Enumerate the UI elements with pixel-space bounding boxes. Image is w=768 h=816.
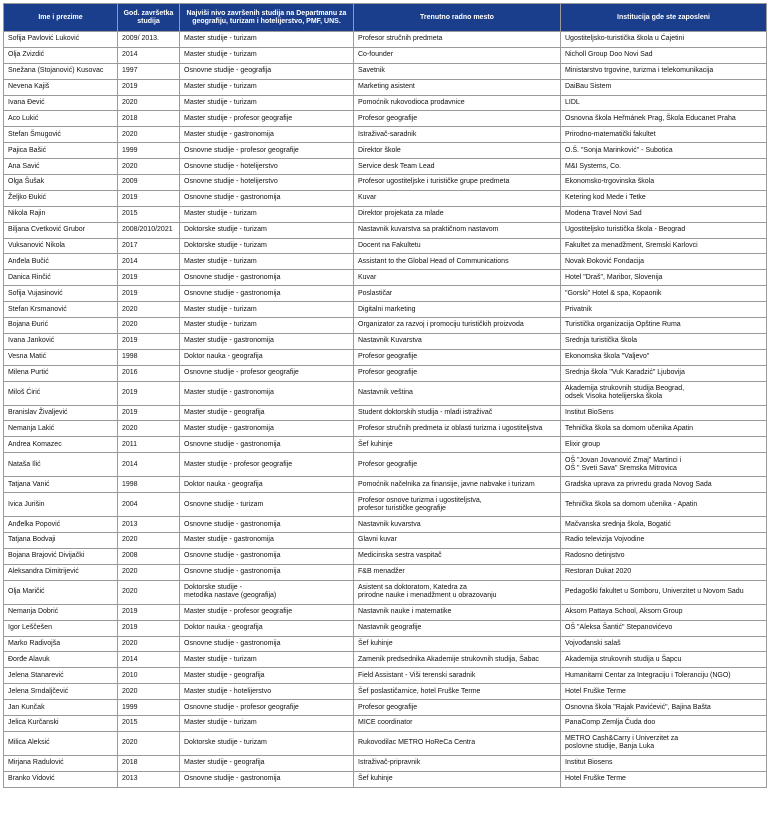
cell-level: Master studije - geografija: [180, 755, 354, 771]
cell-position: Nastavnik veština: [354, 381, 561, 405]
table-row: [4, 636, 767, 652]
cell-position: Šef kuhinje: [354, 636, 561, 652]
cell-level: Master studije - turizam: [180, 652, 354, 668]
cell-name: Olga Šušak: [4, 175, 118, 191]
cell-year: 2020: [118, 302, 180, 318]
table-row: [4, 517, 767, 533]
table-row: [4, 652, 767, 668]
cell-year: 2014: [118, 652, 180, 668]
cell-level: Master studije - profesor geografije: [180, 111, 354, 127]
alumni-table: [3, 3, 767, 788]
cell-name: Danica Rinčić: [4, 270, 118, 286]
cell-level: Master studije - geografija: [180, 405, 354, 421]
cell-name: Miloš Ćirić: [4, 381, 118, 405]
cell-level: Master studije - profesor geografije: [180, 453, 354, 477]
cell-position: Profesor ugostiteljske i turističke grupe predmeta: [354, 175, 561, 191]
cell-level: Doktor nauka - geografija: [180, 349, 354, 365]
cell-institution: OŠ "Jovan Jovanović Zmaj" Martinci i OŠ " Sveti Sava" Sremska Mitrovica: [561, 453, 767, 477]
cell-level: Master studije - turizam: [180, 302, 354, 318]
cell-level: Osnovne studije - gastronomija: [180, 636, 354, 652]
cell-institution: Elixir group: [561, 437, 767, 453]
cell-position: Profesor geografije: [354, 453, 561, 477]
cell-institution: "Gorski" Hotel & spa, Kopaonik: [561, 286, 767, 302]
cell-institution: Srednja turistička škola: [561, 333, 767, 349]
cell-name: Pajica Bašić: [4, 143, 118, 159]
cell-level: Master studije - turizam: [180, 32, 354, 48]
cell-year: 2010: [118, 668, 180, 684]
cell-name: Sofija Pavlović Luković: [4, 32, 118, 48]
cell-name: Andrea Komazec: [4, 437, 118, 453]
cell-position: Profesor stručnih predmeta iz oblasti turizma i ugostiteljstva: [354, 421, 561, 437]
cell-position: Nastavnik kuvarstva sa praktičnom nastavom: [354, 222, 561, 238]
cell-institution: Radio televizija Vojvodine: [561, 533, 767, 549]
cell-level: Master studije - gastronomija: [180, 127, 354, 143]
cell-institution: Prirodno-matematički fakultet: [561, 127, 767, 143]
cell-level: Osnovne studije - gastronomija: [180, 771, 354, 787]
cell-name: Aco Lukić: [4, 111, 118, 127]
cell-year: 2019: [118, 270, 180, 286]
cell-year: 2020: [118, 684, 180, 700]
cell-year: 2009/ 2013.: [118, 32, 180, 48]
cell-position: Service desk Team Lead: [354, 159, 561, 175]
table-row: [4, 95, 767, 111]
cell-position: Nastavnik geografije: [354, 620, 561, 636]
cell-year: 2020: [118, 636, 180, 652]
header-position: Trenutno radno mesto: [354, 4, 561, 32]
cell-institution: Osnovna škola Heřmánek Prag, Škola Educanet Praha: [561, 111, 767, 127]
cell-institution: OŠ "Aleksa Šantić" Stepanovićevo: [561, 620, 767, 636]
table-row: [4, 302, 767, 318]
cell-position: Organizator za razvoj i promociju turističkih proizvoda: [354, 318, 561, 334]
table-body: [4, 32, 767, 788]
table-row: [4, 365, 767, 381]
cell-level: Osnovne studije - geografija: [180, 63, 354, 79]
cell-year: 1997: [118, 63, 180, 79]
cell-position: Profesor osnove turizma i ugostiteljstva, profesor turističke geografije: [354, 493, 561, 517]
cell-year: 2020: [118, 533, 180, 549]
table-row: [4, 349, 767, 365]
cell-year: 2019: [118, 286, 180, 302]
cell-name: Ivana Đević: [4, 95, 118, 111]
cell-year: 2018: [118, 755, 180, 771]
table-row: [4, 111, 767, 127]
cell-level: Osnovne studije - gastronomija: [180, 517, 354, 533]
table-row: [4, 79, 767, 95]
cell-year: 2020: [118, 564, 180, 580]
cell-level: Osnovne studije - profesor geografije: [180, 365, 354, 381]
cell-year: 2020: [118, 95, 180, 111]
cell-year: 2016: [118, 365, 180, 381]
cell-name: Nemanja Dobrić: [4, 604, 118, 620]
cell-position: Field Assistant - Viši terenski saradnik: [354, 668, 561, 684]
cell-position: Nastavnik kuvarstva: [354, 517, 561, 533]
table-row: [4, 175, 767, 191]
cell-name: Marko Radivojša: [4, 636, 118, 652]
cell-position: Rukovodilac METRO HoReCa Centra: [354, 731, 561, 755]
cell-institution: Turistička organizacija Opštine Ruma: [561, 318, 767, 334]
table-row: [4, 477, 767, 493]
cell-institution: Ekonomska škola "Valjevo": [561, 349, 767, 365]
table-row: [4, 333, 767, 349]
header-level: Najviši nivo završenih studija na Departmanu za geografiju, turizam i hotelijerstvo, PMF, UNS.: [180, 4, 354, 32]
table-row: [4, 580, 767, 604]
cell-name: Olja Maričić: [4, 580, 118, 604]
cell-position: Student doktorskih studija - mladi istraživač: [354, 405, 561, 421]
cell-position: Šef kuhinje: [354, 437, 561, 453]
cell-level: Osnovne studije - gastronomija: [180, 564, 354, 580]
cell-year: 2020: [118, 731, 180, 755]
cell-name: Jelena Srndaljčević: [4, 684, 118, 700]
cell-level: Osnovne studije - profesor geografije: [180, 143, 354, 159]
table-row: [4, 684, 767, 700]
cell-name: Igor Leščešen: [4, 620, 118, 636]
table-row: [4, 254, 767, 270]
cell-institution: Restoran Dukat 2020: [561, 564, 767, 580]
table-row: [4, 270, 767, 286]
cell-institution: Nicholl Group Doo Novi Sad: [561, 47, 767, 63]
cell-name: Ana Savić: [4, 159, 118, 175]
cell-level: Master studije - turizam: [180, 254, 354, 270]
table-row: [4, 620, 767, 636]
cell-year: 2019: [118, 333, 180, 349]
cell-institution: O.Š. "Sonja Marinković" - Subotica: [561, 143, 767, 159]
cell-position: Asistent sa doktoratom, Katedra za prirodne nauke i menadžment u obrazovanju: [354, 580, 561, 604]
cell-level: Osnovne studije - gastronomija: [180, 270, 354, 286]
cell-name: Sofija Vujasinović: [4, 286, 118, 302]
cell-institution: Vojvođanski salaš: [561, 636, 767, 652]
table-row: [4, 286, 767, 302]
cell-position: Pomoćnik rukovodioca prodavnice: [354, 95, 561, 111]
cell-year: 2019: [118, 381, 180, 405]
cell-position: Šef poslastičarnice, hotel Fruške Terme: [354, 684, 561, 700]
cell-position: Profesor geografije: [354, 700, 561, 716]
cell-institution: LIDL: [561, 95, 767, 111]
cell-year: 2015: [118, 206, 180, 222]
cell-year: 2019: [118, 620, 180, 636]
cell-level: Master studije - gastronomija: [180, 333, 354, 349]
cell-year: 2019: [118, 405, 180, 421]
cell-institution: Radosno detinjstvo: [561, 548, 767, 564]
cell-level: Master studije - turizam: [180, 95, 354, 111]
cell-institution: Fakultet za menadžment, Sremski Karlovci: [561, 238, 767, 254]
cell-position: Istraživač-saradnik: [354, 127, 561, 143]
cell-year: 2018: [118, 111, 180, 127]
cell-year: 2004: [118, 493, 180, 517]
cell-year: 2020: [118, 318, 180, 334]
cell-name: Aleksandra Dimitrijević: [4, 564, 118, 580]
cell-level: Doktor nauka - geografija: [180, 620, 354, 636]
table-row: [4, 548, 767, 564]
cell-institution: Tehnička škola sa domom učenika Apatin: [561, 421, 767, 437]
cell-institution: Gradska uprava za privredu grada Novog Sada: [561, 477, 767, 493]
cell-year: 2020: [118, 421, 180, 437]
header-year: God. završetka studija: [118, 4, 180, 32]
cell-level: Master studije - turizam: [180, 79, 354, 95]
cell-institution: Osnovna škola "Rajak Pavićević", Bajina Bašta: [561, 700, 767, 716]
cell-name: Snežana (Stojanović) Kusovac: [4, 63, 118, 79]
cell-name: Jan Kunčak: [4, 700, 118, 716]
cell-year: 2013: [118, 517, 180, 533]
cell-name: Milica Aleksić: [4, 731, 118, 755]
cell-institution: Privatnik: [561, 302, 767, 318]
cell-year: 2017: [118, 238, 180, 254]
cell-position: Marketing asistent: [354, 79, 561, 95]
cell-name: Anđelka Popović: [4, 517, 118, 533]
cell-position: Istraživač-pripravnik: [354, 755, 561, 771]
cell-year: 2014: [118, 254, 180, 270]
cell-institution: Modena Travel Novi Sad: [561, 206, 767, 222]
cell-year: 2014: [118, 47, 180, 63]
header-name: Ime i prezime: [4, 4, 118, 32]
cell-year: 2009: [118, 175, 180, 191]
table-row: [4, 731, 767, 755]
cell-level: Doktorske studije - turizam: [180, 238, 354, 254]
cell-level: Master studije - gastronomija: [180, 381, 354, 405]
cell-institution: Pedagoški fakultet u Somboru, Univerzitet u Novom Sadu: [561, 580, 767, 604]
cell-level: Osnovne studije - turizam: [180, 493, 354, 517]
cell-name: Milena Purtić: [4, 365, 118, 381]
cell-institution: Hotel Fruške Terme: [561, 771, 767, 787]
cell-name: Bojana Brajović Divijački: [4, 548, 118, 564]
cell-name: Bojana Đurić: [4, 318, 118, 334]
table-row: [4, 159, 767, 175]
table-row: [4, 238, 767, 254]
cell-name: Branislav Živaljević: [4, 405, 118, 421]
cell-year: 2020: [118, 580, 180, 604]
cell-position: Medicinska sestra vaspitač: [354, 548, 561, 564]
cell-year: 2013: [118, 771, 180, 787]
cell-position: Zamenik predsednika Akademije strukovnih studija, Šabac: [354, 652, 561, 668]
table-row: [4, 63, 767, 79]
header-institution: Institucija gde ste zaposleni: [561, 4, 767, 32]
cell-name: Ivana Janković: [4, 333, 118, 349]
cell-institution: Hotel Fruške Terme: [561, 684, 767, 700]
cell-position: Kuvar: [354, 190, 561, 206]
cell-institution: Ugostiteljsko-turistička škola u Ćajetini: [561, 32, 767, 48]
table-row: [4, 405, 767, 421]
table-row: [4, 715, 767, 731]
cell-position: Profesor geografije: [354, 349, 561, 365]
cell-level: Master studije - hotelijerstvo: [180, 684, 354, 700]
table-row: [4, 453, 767, 477]
cell-position: Kuvar: [354, 270, 561, 286]
cell-institution: Aksorn Pattaya School, Aksorn Group: [561, 604, 767, 620]
cell-position: Assistant to the Global Head of Communications: [354, 254, 561, 270]
cell-institution: Hotel "Draš", Maribor, Slovenija: [561, 270, 767, 286]
cell-name: Anđela Bučić: [4, 254, 118, 270]
cell-position: F&B menadžer: [354, 564, 561, 580]
cell-institution: Ministarstvo trgovine, turizma i telekomunikacija: [561, 63, 767, 79]
cell-position: MICE coordinator: [354, 715, 561, 731]
cell-year: 2019: [118, 190, 180, 206]
cell-level: Doktorske studije - turizam: [180, 222, 354, 238]
table-row: [4, 222, 767, 238]
cell-year: 2020: [118, 127, 180, 143]
table-row: [4, 190, 767, 206]
cell-level: Osnovne studije - profesor geografije: [180, 700, 354, 716]
cell-level: Master studije - geografija: [180, 668, 354, 684]
cell-level: Osnovne studije - gastronomija: [180, 548, 354, 564]
cell-level: Master studije - turizam: [180, 715, 354, 731]
table-row: [4, 143, 767, 159]
cell-level: Doktorske studije - turizam: [180, 731, 354, 755]
cell-year: 2011: [118, 437, 180, 453]
cell-year: 2008/2010/2021: [118, 222, 180, 238]
cell-name: Mirjana Radulović: [4, 755, 118, 771]
cell-position: Glavni kuvar: [354, 533, 561, 549]
cell-position: Direktor škole: [354, 143, 561, 159]
cell-name: Nevena Kajiš: [4, 79, 118, 95]
cell-institution: Ugostiteljsko turistička škola - Beograd: [561, 222, 767, 238]
cell-year: 2019: [118, 604, 180, 620]
cell-name: Ivica Jurišin: [4, 493, 118, 517]
cell-level: Master studije - turizam: [180, 318, 354, 334]
table-row: [4, 47, 767, 63]
cell-name: Tatjana Vanić: [4, 477, 118, 493]
cell-year: 1998: [118, 477, 180, 493]
cell-institution: PanaComp Zemlja Čuda doo: [561, 715, 767, 731]
cell-name: Biljana Cvetković Grubor: [4, 222, 118, 238]
cell-level: Osnovne studije - hotelijerstvo: [180, 159, 354, 175]
cell-level: Doktorske studije - metodika nastave (geografija): [180, 580, 354, 604]
cell-position: Docent na Fakultetu: [354, 238, 561, 254]
cell-institution: Novak Đoković Fondacija: [561, 254, 767, 270]
cell-institution: M&I Systems, Co.: [561, 159, 767, 175]
cell-year: 1998: [118, 349, 180, 365]
table-row: [4, 32, 767, 48]
cell-institution: Srednja škola "Vuk Karadzić" Ljubovija: [561, 365, 767, 381]
cell-position: Nastavnik Kuvarstva: [354, 333, 561, 349]
cell-year: 2014: [118, 453, 180, 477]
cell-name: Đorđe Alavuk: [4, 652, 118, 668]
cell-name: Jelena Stanarević: [4, 668, 118, 684]
table-row: [4, 437, 767, 453]
cell-name: Nataša Ilić: [4, 453, 118, 477]
cell-institution: Akademija strukovnih studija u Šapcu: [561, 652, 767, 668]
cell-name: Vesna Matić: [4, 349, 118, 365]
cell-position: Direktor projekata za mlade: [354, 206, 561, 222]
cell-level: Doktor nauka - geografija: [180, 477, 354, 493]
cell-name: Olja Zvizdić: [4, 47, 118, 63]
cell-level: Master studije - gastronomija: [180, 533, 354, 549]
cell-level: Osnovne studije - gastronomija: [180, 190, 354, 206]
cell-year: 2008: [118, 548, 180, 564]
cell-position: Profesor geografije: [354, 365, 561, 381]
cell-name: Nikola Rajin: [4, 206, 118, 222]
cell-position: Pomoćnik načelnika za finansije, javne nabvake i turizam: [354, 477, 561, 493]
cell-institution: Institut BioSens: [561, 405, 767, 421]
cell-institution: DaiBau Sistem: [561, 79, 767, 95]
table-row: [4, 755, 767, 771]
table-row: [4, 604, 767, 620]
table-row: [4, 493, 767, 517]
cell-institution: METRO Cash&Carry i Univerzitet za poslovne studije, Banja Luka: [561, 731, 767, 755]
cell-institution: Institut Biosens: [561, 755, 767, 771]
cell-level: Osnovne studije - gastronomija: [180, 437, 354, 453]
cell-name: Stefan Krsmanović: [4, 302, 118, 318]
cell-level: Osnovne studije - gastronomija: [180, 286, 354, 302]
table-row: [4, 381, 767, 405]
cell-year: 2020: [118, 159, 180, 175]
table-row: [4, 318, 767, 334]
table-row: [4, 127, 767, 143]
cell-name: Vuksanović Nikola: [4, 238, 118, 254]
table-row: [4, 533, 767, 549]
cell-name: Tatjana Bodvaji: [4, 533, 118, 549]
cell-year: 1999: [118, 700, 180, 716]
cell-name: Stefan Šmugović: [4, 127, 118, 143]
cell-institution: Akademija strukovnih studija Beograd, odsek Visoka hotelijerska škola: [561, 381, 767, 405]
table-row: [4, 668, 767, 684]
cell-name: Branko Vidović: [4, 771, 118, 787]
table-row: [4, 564, 767, 580]
cell-year: 1999: [118, 143, 180, 159]
cell-level: Master studije - turizam: [180, 47, 354, 63]
cell-institution: Mačvanska srednja škola, Bogatić: [561, 517, 767, 533]
cell-year: 2019: [118, 79, 180, 95]
table-row: [4, 421, 767, 437]
cell-name: Željko Đukić: [4, 190, 118, 206]
cell-position: Savetnik: [354, 63, 561, 79]
cell-institution: Ekonomsko-trgovinska škola: [561, 175, 767, 191]
cell-level: Master studije - profesor geografije: [180, 604, 354, 620]
cell-position: Co-founder: [354, 47, 561, 63]
cell-position: Profesor stručnih predmeta: [354, 32, 561, 48]
cell-position: Šef kuhinje: [354, 771, 561, 787]
cell-level: Osnovne studije - hotelijerstvo: [180, 175, 354, 191]
cell-year: 2015: [118, 715, 180, 731]
cell-level: Master studije - gastronomija: [180, 421, 354, 437]
cell-position: Poslastičar: [354, 286, 561, 302]
cell-level: Master studije - turizam: [180, 206, 354, 222]
cell-position: Profesor geografije: [354, 111, 561, 127]
cell-name: Jelica Kurčanski: [4, 715, 118, 731]
cell-position: Digitalni marketing: [354, 302, 561, 318]
cell-name: Nemanja Lakić: [4, 421, 118, 437]
header-row: [4, 4, 767, 32]
table-row: [4, 700, 767, 716]
table-row: [4, 771, 767, 787]
cell-institution: Tehnička škola sa domom učenika - Apatin: [561, 493, 767, 517]
cell-institution: Humanitarni Centar za Integraciju i Toleranciju (NGO): [561, 668, 767, 684]
cell-position: Nastavnik nauke i matematike: [354, 604, 561, 620]
table-row: [4, 206, 767, 222]
cell-institution: Ketering kod Mede i Tetke: [561, 190, 767, 206]
